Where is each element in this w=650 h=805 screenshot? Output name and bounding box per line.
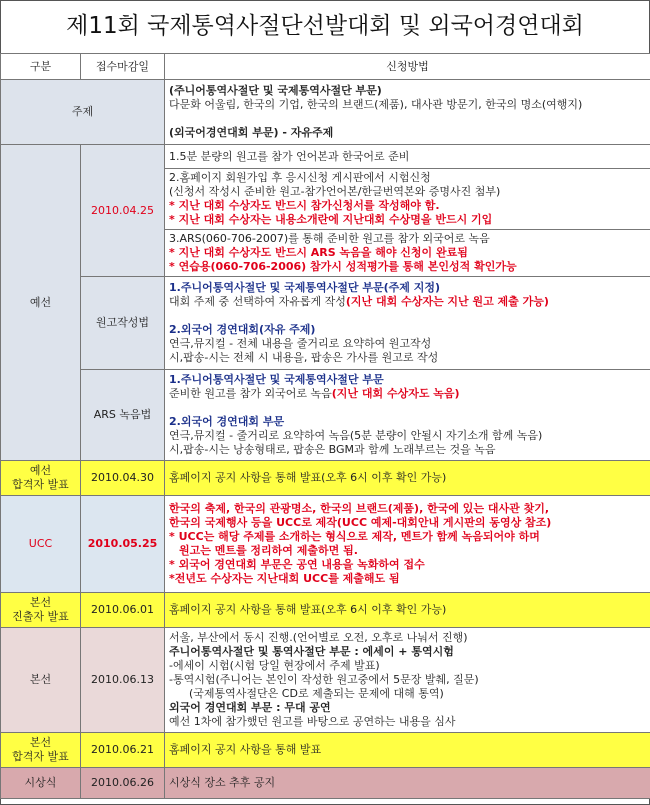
ars-1-text-main: 준비한 원고를 참가 외국어로 녹음 — [169, 387, 332, 400]
ars-1-title: 1.주니어통역사절단 및 국제통역사절단 부문 — [169, 373, 384, 386]
theme-label: 주제 — [1, 80, 165, 145]
table-row-prelim-writing — [1, 277, 650, 370]
ceremony-text: 시상식 장소 추후 공지 — [165, 768, 650, 799]
semi-result-label — [1, 593, 81, 628]
writing-2-text-2: 시,팝송-시는 전체 시 내용을, 팝송은 가사를 원고로 작성 — [169, 351, 439, 364]
ars-2-text-1: 연극,뮤지컬 - 줄거리로 요약하여 녹음(5분 분량이 안될시 자기소개 함께 녹음) — [169, 429, 543, 442]
theme-line-3: (외국어경연대회 부문) - 자유주제 — [169, 126, 334, 139]
theme-line-2: 다문화 어울림, 한국의 기업, 한국의 브랜드(제품), 대사관 방문기, 한국의 명소(여행지) — [169, 98, 583, 111]
theme-content — [165, 80, 650, 145]
ucc-line-2: 한국의 국제행사 등을 UCC로 제작(UCC 예제-대회안내 게시판의 동영상 참조) — [169, 516, 552, 529]
writing-content — [165, 277, 650, 370]
header-method: 신청방법 — [165, 54, 650, 80]
prelim-step3 — [165, 230, 650, 277]
ucc-line-3: * UCC는 해당 주제를 소개하는 형식으로 제작, 멘트가 함께 녹음되어야 하며 — [169, 530, 540, 543]
semi-result-text: 홈페이지 공지 사항을 통해 발표(오후 6시 이후 확인 가능) — [165, 593, 650, 628]
final-date: 2010.06.13 — [81, 628, 165, 733]
header-category: 구분 — [1, 54, 81, 80]
ucc-line-5: * 외국어 경연대회 부문은 공연 내용을 녹화하여 접수 — [169, 558, 425, 571]
prelim-step2 — [165, 169, 650, 230]
ucc-content — [165, 496, 650, 593]
final-line-3: -에세이 시험(시험 당일 현장에서 주제 발표) — [169, 659, 380, 672]
table-row-semi-result — [1, 593, 650, 628]
table-row-final — [1, 628, 650, 733]
final-line-2: 주니어통역사절단 및 통역사절단 부문 : 에세이 + 통역시험 — [169, 645, 454, 658]
table-row-theme — [1, 80, 650, 145]
prelim-step2-line-4: * 지난 대회 수상자는 내용소개란에 지난대회 수상명을 반드시 기입 — [169, 213, 493, 226]
semi-result-label-1: 본선 — [29, 596, 52, 609]
writing-2-title: 2.외국어 경연대회(자유 주제) — [169, 323, 316, 336]
ucc-line-6: *전년도 수상자는 지난대회 UCC를 제출해도 됨 — [169, 572, 400, 585]
final-label: 본선 — [1, 628, 81, 733]
table-row-prelim-result — [1, 461, 650, 496]
prelim-step3-line-2: * 지난 대회 수상자도 반드시 ARS 녹음을 해야 신청이 완료됨 — [169, 246, 468, 259]
table-header-row — [1, 54, 650, 80]
final-result-label-2: 합격자 발표 — [12, 750, 69, 763]
final-line-7: 예선 1차에 참가했던 원고를 바탕으로 공연하는 내용을 심사 — [169, 715, 456, 728]
theme-line-1: (주니어통역사절단 및 국제통역사절단 부문) — [169, 84, 382, 97]
final-result-date: 2010.06.21 — [81, 733, 165, 768]
ars-2-title: 2.외국어 경연대회 부문 — [169, 415, 285, 428]
prelim-step3-line-1: 3.ARS(060-706-2007)를 통해 준비한 원고를 참가 외국어로 녹음 — [169, 232, 490, 245]
table-row-ceremony — [1, 768, 650, 799]
prelim-label: 예선 — [1, 145, 81, 461]
table-row-ucc — [1, 496, 650, 593]
writing-1-text — [169, 295, 646, 309]
ucc-label: UCC — [1, 496, 81, 593]
ars-2-text-2: 시,팝송-시는 낭송형태로, 팝송은 BGM과 함께 노래부르는 것을 녹음 — [169, 443, 496, 456]
final-result-text: 홈페이지 공지 사항을 통해 발표 — [165, 733, 650, 768]
schedule-table — [0, 53, 650, 799]
ars-label: ARS 녹음법 — [81, 370, 165, 461]
ceremony-label: 시상식 — [1, 768, 81, 799]
ucc-line-1: 한국의 축제, 한국의 관광명소, 한국의 브랜드(제품), 한국에 있는 대사관 찾기, — [169, 502, 550, 515]
prelim-step2-line-3: * 지난 대회 수상자도 반드시 참가신청서를 작성해야 함. — [169, 199, 440, 212]
final-line-4: -통역시험(주니어는 본인이 작성한 원고중에서 5문장 발췌, 질문) — [169, 673, 479, 686]
prelim-date: 2010.04.25 — [81, 145, 165, 277]
table-row-prelim-step1 — [1, 145, 650, 169]
writing-1-text-note: (지난 대회 수상자는 지난 원고 제출 가능) — [345, 295, 549, 308]
prelim-result-label — [1, 461, 81, 496]
page-title: 제11회 국제통역사절단선발대회 및 외국어경연대회 — [66, 13, 584, 39]
ars-1-text — [169, 387, 646, 401]
writing-label: 원고작성법 — [81, 277, 165, 370]
final-line-5: (국제통역사절단은 CD로 제출되는 문제에 대해 통역) — [189, 687, 444, 700]
prelim-step2-line-2: (신청서 작성시 준비한 원고-참가언어본/한글번역본와 증명사진 첨부) — [169, 185, 501, 198]
prelim-step1: 1.5분 분량의 원고를 참가 언어본과 한국어로 준비 — [165, 145, 650, 169]
ars-content — [165, 370, 650, 461]
prelim-result-label-1: 예선 — [29, 464, 52, 477]
final-content — [165, 628, 650, 733]
ars-1-text-note: (지난 대회 수상자도 녹음) — [331, 387, 460, 400]
writing-1-title: 1.주니어통역사절단 및 국제통역사절단 부문(주제 지정) — [169, 281, 440, 294]
prelim-step2-line-1: 2.홈페이지 회원가입 후 응시신청 게시판에서 시험신청 — [169, 171, 431, 184]
semi-result-label-2: 진출자 발표 — [12, 610, 69, 623]
final-result-label-1: 본선 — [29, 736, 52, 749]
prelim-step3-line-3: * 연습용(060-706-2006) 참가시 성적평가를 통해 본인성적 확인가능 — [169, 260, 517, 273]
prelim-result-label-2: 합격자 발표 — [12, 478, 69, 491]
prelim-result-date: 2010.04.30 — [81, 461, 165, 496]
prelim-result-text: 홈페이지 공지 사항을 통해 발표(오후 6시 이후 확인 가능) — [165, 461, 650, 496]
final-line-6: 외국어 경연대회 부문 : 무대 공연 — [169, 701, 331, 714]
ucc-date: 2010.05.25 — [81, 496, 165, 593]
final-result-label — [1, 733, 81, 768]
header-deadline: 접수마감일 — [81, 54, 165, 80]
ceremony-date: 2010.06.26 — [81, 768, 165, 799]
table-row-final-result — [1, 733, 650, 768]
semi-result-date: 2010.06.01 — [81, 593, 165, 628]
final-line-1: 서울, 부산에서 동시 진행.(언어별로 오전, 오후로 나눠서 진행) — [169, 631, 468, 644]
ucc-line-4: 원고는 멘트를 정리하여 제출하면 됨. — [179, 544, 358, 557]
writing-2-text-1: 연극,뮤지컬 - 전체 내용을 줄거리로 요약하여 원고작성 — [169, 337, 432, 350]
writing-1-text-main: 대회 주제 중 선택하여 자유롭게 작성 — [169, 295, 346, 308]
